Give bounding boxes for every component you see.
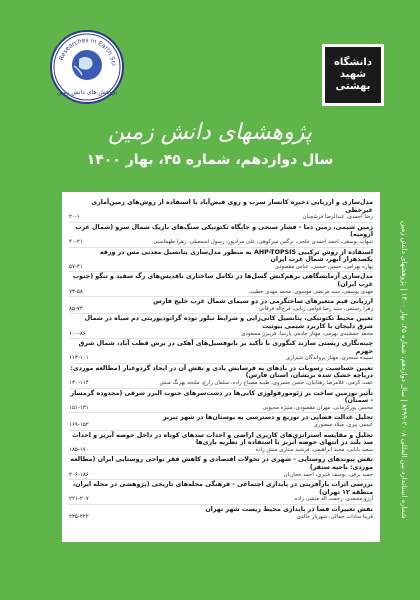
toc-entry	[69, 339, 373, 364]
toc-entry	[69, 431, 373, 456]
table-of-contents	[62, 192, 380, 542]
toc-entry-authors: محسن پورکرمانی، مهران مقصودی، منیژه محبوبی ۱۵۱-۱۳۱	[69, 404, 373, 411]
toc-entry-authors: سپیده سنجری، مهناز پرواندگان شیرازی ۱۱۳-۱۰۱	[69, 355, 373, 362]
toc-entry-title: تعیین حساسیت رسوبات در بادهای به فرسایش بادی و نقش آن در ایجاد گردوغبار (مطالعه موردی: دریاچه خشک شده بریشان، استان فارس)	[70, 364, 373, 380]
journal-title: پژوهشهای دانش زمین	[107, 120, 313, 145]
toc-entry-title: مدل‌سازی و ارزیابی ذخیره کانسار سرب و روی فیض‌آباد با استفاده از روش‌های زمین‌آماری غیرخطی	[91, 199, 373, 214]
toc-entry-title: نقش تغییرات فضا در پایداری محیط زیست شهر تهران	[205, 505, 373, 513]
toc-entry-pages: ۱۰۰-۸۶	[69, 330, 86, 337]
toc-entry	[69, 198, 373, 223]
toc-entry-title: ارزیابی قیم متغیرهای ساختگرمی در دو سیمای شمال غرب خلیج فارس	[153, 298, 373, 306]
toc-entry-pages: ۸۵-۷۴	[69, 305, 83, 312]
toc-entry-authors: آرزو محمدی، رحمت اله منشی زاده ۲۲۱-۲۰۷	[69, 496, 373, 503]
toc-entry-pages: ۷۳-۵۸	[69, 288, 83, 295]
toc-entry-title: بررسی اثرات بازآفرینی در پایداری اجتماعی - فرهنگی محله‌های تاریخی (پژوهشی در محله ایران، منطقه ۱۲ تهران)	[72, 481, 373, 496]
journal-emblem	[50, 30, 124, 104]
toc-entry-authors: محمد جمشیدی بهرمی، مهناز خادمی پارسا، فریبرز مسعودی ۱۰۰-۸۶	[69, 330, 373, 337]
toc-entry	[69, 505, 373, 521]
toc-entry-authors: فریبا سادات جمالی، شهریار خالدی ۲۳۵-۲۲۲	[69, 513, 373, 520]
emblem-subtext: پژوهش های دانش زمین	[56, 89, 118, 96]
toc-entry-title: تعیین محیط تکتونیکی، پتانسیل کانی‌زایی و شرایط تبلور توده گرانودیوریتی دم سیاه در شمال شرق دلیجان با کاربرد شیمی بیوتیت	[84, 315, 373, 330]
toc-entry	[69, 314, 373, 339]
toc-entry-authors: سعید بابایی، مجید ابراهیمی، فرشید ستاری منش زاده ۱۸۵-۱۷۰	[69, 446, 373, 453]
toc-entry	[69, 248, 373, 273]
toc-entry-authors: بهاره بهرامی، حسین حسنی، عباس مقصودی ۵۷-۴۱	[69, 263, 373, 270]
toc-entry-title: تأثیر نوزمین ساخت بر ژئومورفولوژی کانی‌ها در دشت‌سرهای جنوب البرز شرقی (محدوده گرمسار - سمنان)	[70, 389, 373, 405]
toc-entry-pages: ۲۰-۱	[69, 214, 80, 221]
toc-entry-title: تحلیل عدالت فضایی در توزیع و دسترسی به بوستان‌ها در شهر تبریز	[162, 414, 373, 422]
toc-entry-authors: عیسی پیری، میلاد منصوری ۱۶۹-۱۵۲	[69, 422, 373, 429]
toc-entry	[69, 297, 373, 314]
toc-entry-authors: شهاب یوسفی، احمد احمدی خلجی، نرگس میرکوهی، علی مرادپور، رسول اسمعیلی، زهرا طهماسبی ۴۰-۲۱	[69, 238, 373, 245]
toc-entry	[69, 364, 373, 389]
toc-entry-pages: ۲۰۶-۱۸۶	[69, 471, 89, 478]
emblem-arc-text: Researches in Earth Sci	[57, 37, 117, 67]
toc-entry-pages: ۱۶۹-۱۵۲	[69, 422, 89, 429]
toc-entry-title: نقش پیوندهای روستایی - شهری در تحولات اقتصادی و کاهش فقر نواحی روستایی ایران (مطالعه موردی: ناحیه سنقر)	[70, 456, 373, 471]
toc-entry-title: زمین شیمی، زمین دما - فشار سنجی و جایگاه تکتونیکی سنگ‌های بازیک شمال سرو (شمال غرب ارومیه)	[75, 223, 373, 239]
toc-entry	[69, 272, 373, 297]
toc-entry-pages: ۱۳۰-۱۱۴	[69, 380, 89, 387]
toc-entry-title: چینه‌نگاری زیستی سازند کنگوری با تأکید بر نانوفسیل‌های آهکی در برش قطب آباد، شمال شرق جهرم	[78, 340, 373, 355]
spine-text: شماره استاندارد بین المللی ۲۰۰۸-۸۲۹۹ | سال دوازدهم، شماره ۴۵، بهار ۱۴۰۰ | پژوهشهای دانش زمین	[400, 221, 408, 519]
toc-entry	[69, 455, 373, 480]
toc-entry-title: استفاده از روش ترکیبی AHP-TOPSIS به منظور مدل‌سازی پتانسیل معدنی مس در ورقه یکصدهزار ابهر، شمال غرب ایران	[99, 248, 373, 264]
toc-entry-authors: حمید برقی، یوسف قنبری، احمد حجاریان ۲۰۶-۱۸۶	[69, 471, 373, 478]
toc-entry-pages: ۱۵۱-۱۳۱	[69, 404, 89, 411]
toc-entry-pages: ۱۱۳-۱۰۱	[69, 355, 89, 362]
toc-entry-title: مدل‌سازی آزمایشگاهی برهم‌کنش گسل‌ها در تکامل ساختاری ناقدیس‌های رگ سفید و تنگو (جنوب غرب ایران)	[72, 273, 373, 288]
issue-line: سال دوازدهم، شماره ۴۵، بهار ۱۴۰۰	[86, 152, 334, 168]
toc-entry-pages: ۲۲۱-۲۰۷	[69, 496, 89, 503]
toc-entry-pages: ۲۳۵-۲۲۲	[69, 513, 89, 520]
toc-entry-title: تحلیل و مقایسه استراتژی‌های کاربری اراضی و احداث سدهای کوتاه در داخل حوضه آبریز و احداث سد بلند در انتهای حوضه آبریز با استفاده از نظریه بازی‌ها	[72, 431, 373, 447]
toc-entry	[69, 389, 373, 414]
toc-entry-pages: ۵۷-۴۱	[69, 263, 83, 270]
toc-entry-pages: ۴۰-۲۱	[69, 238, 83, 245]
toc-entry	[69, 413, 373, 430]
toc-entry-pages: ۱۸۵-۱۷۰	[69, 446, 89, 453]
toc-entry	[69, 223, 373, 248]
toc-entry	[69, 480, 373, 505]
toc-entry-authors: عفت کرمی، غلامرضا زهتابیان، حسن خسروی، طیبه مصباح زاده، سلمان زارع، ملیحه بهرنگ منش ۱۳۰-۱۱۴	[69, 380, 373, 387]
toc-entry-authors: مهدی یوسفی، سید مرتضی موسوی، محمد مهدی خطیب ۷۳-۵۸	[69, 288, 373, 295]
toc-entry-authors: زهرا رستمی، سید رضا قوامی ریابی، فرج‌اله فرقانی ۸۵-۷۴	[69, 305, 373, 312]
toc-entry-authors: رضا احمدی، عبدالرضا فرشچیان ۲۰-۱	[69, 214, 373, 221]
university-logo: دانشگاه شهید بهشتی	[322, 44, 384, 106]
